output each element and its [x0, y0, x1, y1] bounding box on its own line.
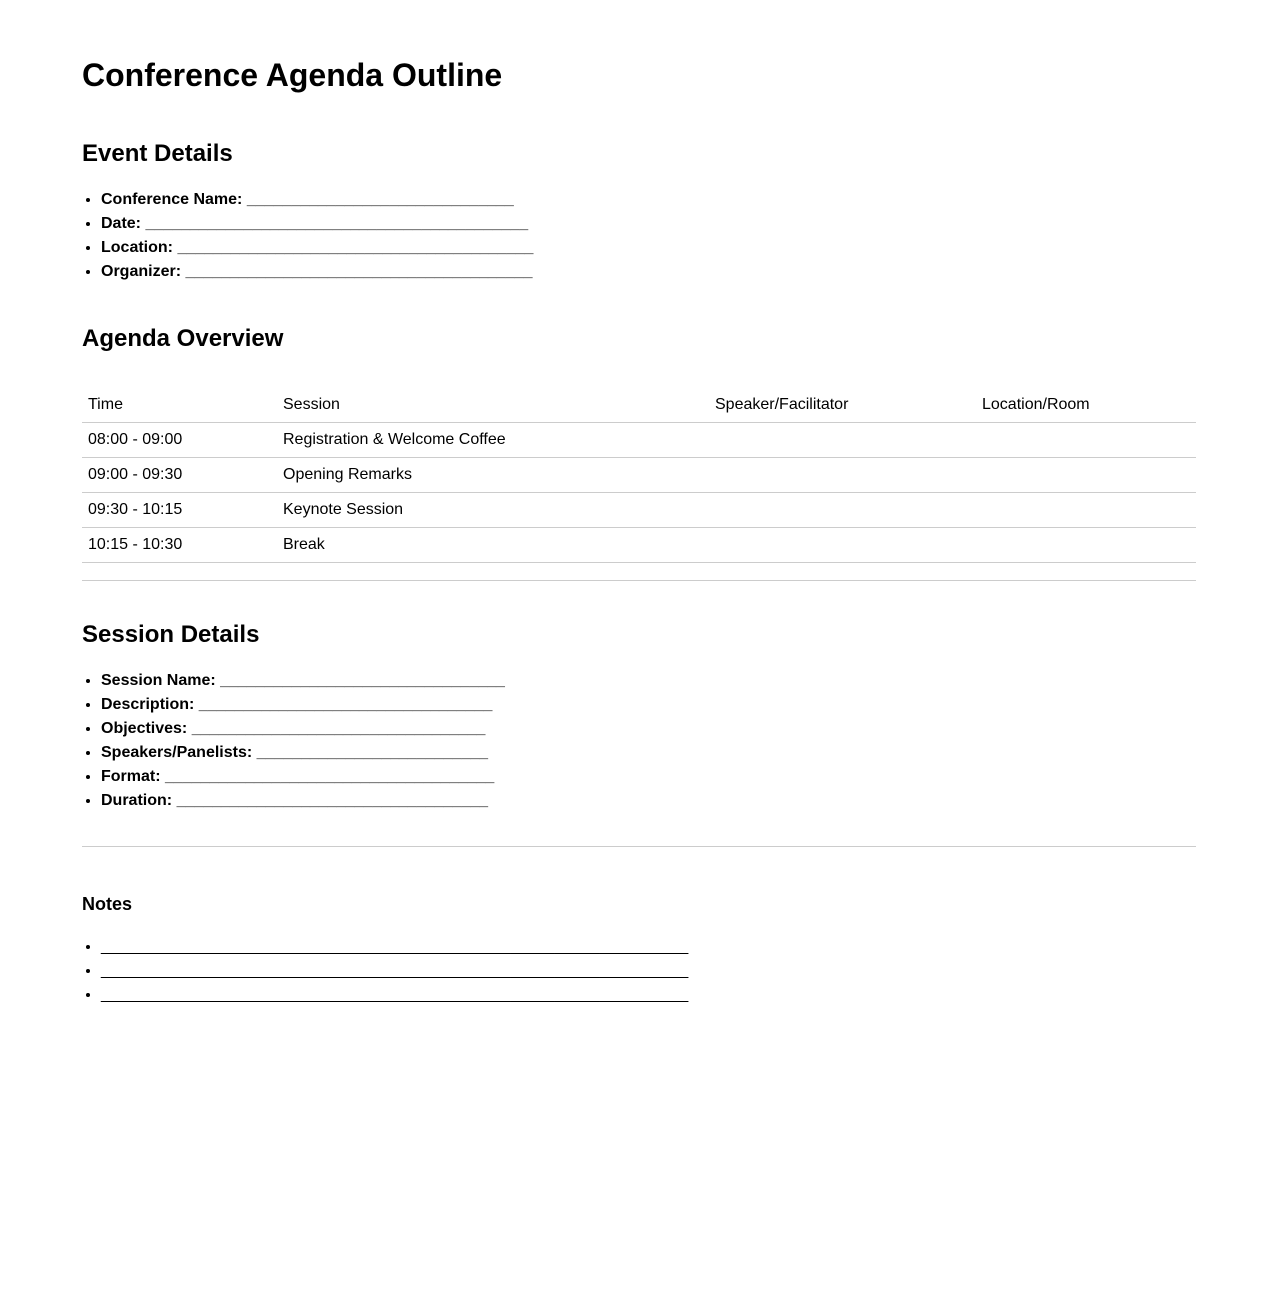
- field-label: Session Name:: [101, 672, 216, 689]
- cell-room: [976, 493, 1196, 528]
- field-label: Objectives:: [101, 720, 188, 737]
- table-row: [82, 493, 1196, 528]
- session-details-heading: Session Details: [82, 621, 260, 648]
- cell-room: [976, 423, 1196, 458]
- note-line[interactable]: • __________________________________________________________________: [101, 983, 688, 1007]
- cell-speaker: [709, 458, 976, 493]
- field-organizer: [101, 260, 533, 284]
- field-label: Date:: [101, 215, 142, 232]
- table-header: [82, 388, 1196, 423]
- cell-time: 09:00 - 09:30: [82, 458, 277, 493]
- notes-list: [82, 935, 688, 1007]
- cell-speaker: [709, 528, 976, 563]
- table-row: [82, 528, 1196, 563]
- column-header: Session: [277, 388, 709, 423]
- field-date: [101, 212, 533, 236]
- page-title: Conference Agenda Outline: [82, 57, 503, 93]
- field-label: Conference Name:: [101, 191, 243, 208]
- field-label: Description:: [101, 696, 195, 713]
- event-details-list: [82, 188, 533, 284]
- field-label: Location:: [101, 239, 173, 256]
- column-header: Time: [82, 388, 277, 423]
- blank-line[interactable]: ___________________________________________: [145, 215, 529, 232]
- cell-session: Keynote Session: [277, 493, 709, 528]
- cell-speaker: [709, 493, 976, 528]
- cell-time: 10:15 - 10:30: [82, 528, 277, 563]
- cell-session: Break: [277, 528, 709, 563]
- field-objectives: [101, 717, 505, 741]
- field-format: [101, 765, 505, 789]
- cell-time: 09:30 - 10:15: [82, 493, 277, 528]
- field-label: Speakers/Panelists:: [101, 744, 253, 761]
- blank-line[interactable]: ______________________________: [246, 191, 514, 208]
- blank-line[interactable]: ___________________________________: [176, 792, 489, 809]
- column-header: Speaker/Facilitator: [709, 388, 976, 423]
- session-details-list: [82, 669, 505, 813]
- table-row: [82, 423, 1196, 458]
- field-conference-name: [101, 188, 533, 212]
- field-label: Organizer:: [101, 263, 182, 280]
- field-duration: [101, 789, 505, 813]
- field-session-name: [101, 669, 505, 693]
- agenda-overview-heading: Agenda Overview: [82, 325, 284, 352]
- note-line[interactable]: • __________________________________________________________________: [101, 935, 688, 959]
- cell-speaker: [709, 423, 976, 458]
- field-label: Duration:: [101, 792, 173, 809]
- notes-heading: Notes: [82, 894, 133, 914]
- cell-session: Registration & Welcome Coffee: [277, 423, 709, 458]
- cell-room: [976, 458, 1196, 493]
- field-label: Format:: [101, 768, 161, 785]
- event-details-heading: Event Details: [82, 140, 233, 167]
- cell-time: 08:00 - 09:00: [82, 423, 277, 458]
- blank-line[interactable]: _______________________________________: [185, 263, 533, 280]
- blank-line[interactable]: ________________________________: [220, 672, 505, 689]
- field-description: [101, 693, 505, 717]
- field-location: [101, 236, 533, 260]
- divider: [82, 846, 1196, 847]
- blank-line[interactable]: __________________________: [256, 744, 489, 761]
- blank-line[interactable]: _________________________________: [191, 720, 486, 737]
- blank-line[interactable]: _________________________________: [198, 696, 493, 713]
- cell-session: Opening Remarks: [277, 458, 709, 493]
- agenda-table: [82, 388, 1196, 563]
- divider: [82, 580, 1196, 581]
- column-header: Location/Room: [976, 388, 1196, 423]
- note-line[interactable]: • __________________________________________________________________: [101, 959, 688, 983]
- field-speakers: [101, 741, 505, 765]
- blank-line[interactable]: _____________________________________: [165, 768, 495, 785]
- blank-line[interactable]: ________________________________________: [177, 239, 534, 256]
- table-row: [82, 458, 1196, 493]
- cell-room: [976, 528, 1196, 563]
